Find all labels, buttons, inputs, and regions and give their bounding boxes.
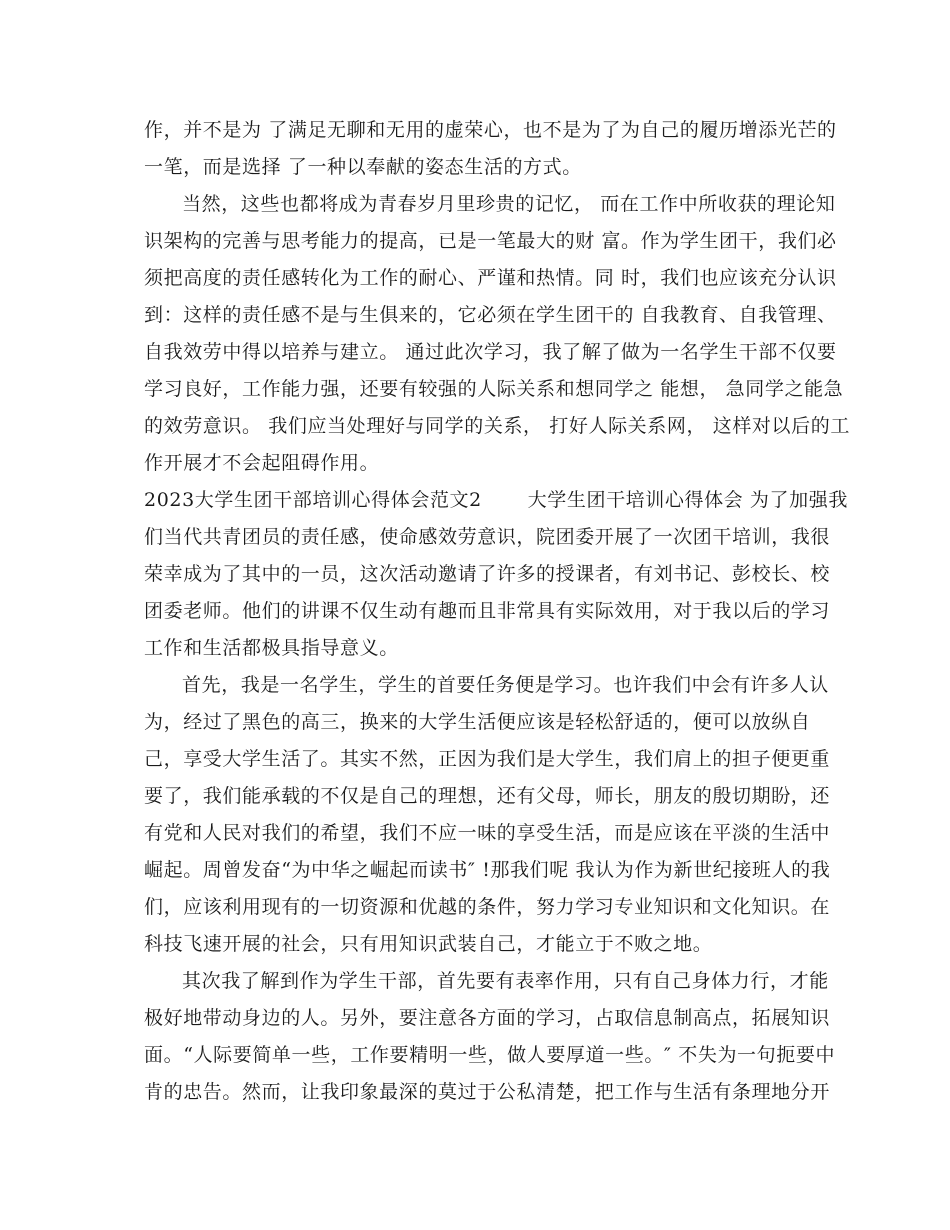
text-line: 己，享受大学生活了。其实不然，正因为我们是大学生，我们肩上的担子便更重: [144, 748, 831, 770]
text-line: 识架构的完善与思考能力的提高，已是一笔最大的财 富。作为学生团干，我们必: [144, 230, 837, 252]
text-line: 作开展才不会起阻碍作用。: [144, 452, 380, 474]
paragraph-first-line: 当然，这些也都将成为青春岁月里珍贵的记忆， 而在工作中所收获的理论知: [182, 193, 836, 215]
text-line: 们当代共青团员的责任感，使命感效劳意识，院团委开展了一次团干培训，我很: [144, 526, 831, 548]
text-line: 有党和人民对我们的希望，我们不应一味的享受生活，而是应该在平淡的生活中: [144, 822, 831, 844]
paragraph-first-line: 首先，我是一名学生，学生的首要任务便是学习。也许我们中会有许多人认: [182, 674, 829, 696]
section-heading-line: 2023大学生团干部培训心得体会范文2 大学生团干培训心得体会 为了加强我: [144, 489, 848, 511]
text-line: 工作和生活都极具指导意义。: [144, 637, 399, 659]
text-line: 到：这样的责任感不是与生俱来的，它必须在学生团干的 自我教育、自我管理、: [144, 304, 837, 326]
text-line: 一笔，而是选择 了一种以奉献的姿态生活的方式。: [144, 156, 582, 178]
text-line: 崛起。周曾发奋“为中华之崛起而读书″ !那我们呢 我认为作为新世纪接班人的我: [144, 859, 831, 881]
paragraph-first-line: 其次我了解到作为学生干部，首先要有表率作用，只有自己身体力行，才能: [182, 970, 829, 992]
text-line: 为，经过了黑色的高三，换来的大学生活便应该是轻松舒适的，便可以放纵自: [144, 711, 811, 733]
text-line: 学习良好，工作能力强，还要有较强的人际关系和想同学之 能想， 急同学之能急: [144, 378, 844, 400]
text-line: 肯的忠告。然而，让我印象最深的莫过于公私清楚，把工作与生活有条理地分开: [144, 1081, 831, 1103]
text-line: 须把高度的责任感转化为工作的耐心、严谨和热情。同 时，我们也应该充分认识: [144, 267, 837, 289]
text-line: 团委老师。他们的讲课不仅生动有趣而且非常具有实际效用，对于我以后的学习: [144, 600, 831, 622]
text-line: 自我效劳中得以培养与建立。 通过此次学习，我了解了做为一名学生干部不仅要: [144, 341, 837, 363]
text-line: 要了，我们能承载的不仅是自己的理想，还有父母，师长，朋友的殷切期盼，还: [144, 785, 831, 807]
text-line: 面。“人际要简单一些，工作要精明一些，做人要厚道一些。″ 不失为一句扼要中: [144, 1044, 836, 1066]
text-line: 作，并不是为 了满足无聊和无用的虚荣心，也不是为了为自己的履历增添光芒的: [144, 119, 837, 141]
text-line: 的效劳意识。 我们应当处理好与同学的关系， 打好人际关系网， 这样对以后的工: [144, 415, 850, 437]
text-line: 们，应该利用现有的一切资源和优越的条件，努力学习专业知识和文化知识。在: [144, 896, 831, 918]
text-line: 极好地带动身边的人。另外，要注意各方面的学习，占取信息制高点，拓展知识: [144, 1007, 831, 1029]
text-line: 荣幸成为了其中的一员，这次活动邀请了许多的授课者，有刘书记、彭校长、校: [144, 563, 831, 585]
text-line: 科技飞速开展的社会，只有用知识武装自己，才能立于不败之地。: [144, 933, 713, 955]
